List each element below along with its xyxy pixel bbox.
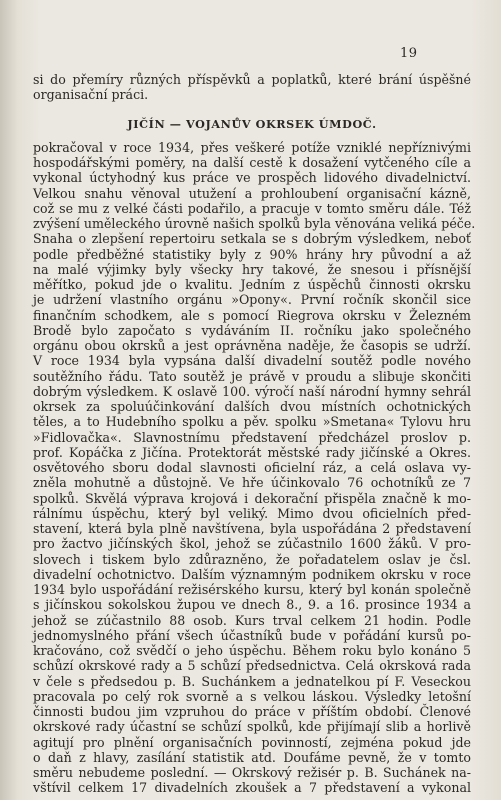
text-line: kračováno, což svědčí o jeho úspěchu. Během roku bylo konáno 5 xyxy=(33,643,471,658)
text-line: měřítko, pokud jde o kvalitu. Jedním z úspěchů činnosti okrsku xyxy=(33,277,471,292)
text-line: »Fidlovačka«. Slavnostnímu představení předcházel proslov p. xyxy=(33,429,471,445)
text-line: agitují pro plnění organisačních povinností, zejména pokud jde xyxy=(33,734,471,750)
text-line: směru nebudeme poslední. — Okrskový režisér p. B. Suchánek na- xyxy=(33,765,471,780)
text-line: okrskové rady účastní se schůzí spolků, kde přijímají slib a horlivě xyxy=(33,719,471,735)
text-line: jednomyslného přání všech účastníků bude v pořádání kursů po- xyxy=(33,627,471,643)
text-line: spolků. Skvělá výprava krojová i dekorační přispěla značně k mo- xyxy=(33,490,471,506)
text-line: organisační práci. xyxy=(33,87,149,103)
text-line: slovech i tiskem bylo zdůrazněno, že pořadatelem oslav je čsl. xyxy=(33,551,471,567)
text-line: zněla mohutně a důstojně. Ve hře účinkovalo 76 ochotníků ze 7 xyxy=(33,475,471,491)
text-line: orgánu obou okrsků a jest oprávněna naděje, že časopis se udrží. xyxy=(33,338,471,353)
text-line: finančním schodkem, ale s pomocí Riegrova okrsku v Železném xyxy=(33,307,471,323)
intro-paragraph xyxy=(33,72,471,103)
text-line: si do přemíry různých příspěvků a poplatků, které brání úspěšné xyxy=(33,72,471,87)
text-line: pro žactvo jičínských škol, jehož se zúčastnilo 1600 žáků. V pro- xyxy=(33,536,471,552)
text-line: což se mu z velké části podařilo, a pracuje v tomto směru dále. Též xyxy=(33,200,471,216)
text-line: Brodě bylo započato s vydáváním II. ročníku jako společného xyxy=(33,322,471,338)
text-line: stavení, která byla plně navštívena, byla uspořádána 2 představení xyxy=(33,521,471,536)
text-line: je udržení vlastního orgánu »Opony«. První ročník skončil sice xyxy=(33,292,471,308)
text-line: jehož se zúčastnilo 88 osob. Kurs trval celkem 21 hodin. Podle xyxy=(33,612,471,628)
text-line: osvětového sboru dodal slavnosti oficielní ráz, a celá oslava vy- xyxy=(33,460,471,475)
text-line: o daň z hlavy, zasílání statistik atd. Doufáme pevně, že v tomto xyxy=(33,749,471,765)
text-line: na malé výjimky byly všecky hry takové, že snesou i přísnější xyxy=(33,261,471,277)
text-line: těles, a to Hudebního spolku a pěv. spolku »Smetana« Tylovu hru xyxy=(33,414,471,430)
text-line: vštívil celkem 17 divadelních zkoušek a 7 představení a vykonal xyxy=(33,780,471,796)
page-number: 19 xyxy=(400,46,418,61)
text-line: okrsek za spoluúčinkování dalších dvou místních ochotnických xyxy=(33,399,471,414)
text-line: zvýšení uměleckého úrovně našich spolků byla věnována veliká péče. xyxy=(33,216,476,231)
text-line: činnosti budou jim vzpruhou do práce v příštím období. Členové xyxy=(33,704,471,719)
text-line: hospodářskými poměry, na další cestě k dosažení vytčeného cíle a xyxy=(33,155,471,170)
text-line: 1934 bylo uspořádání režisérského kursu, který byl konán společně xyxy=(33,582,471,597)
text-line: soutěžního řádu. Tato soutěž je právě v proudu a slibuje skončiti xyxy=(33,368,471,384)
text-line: v čele s předsedou p. B. Suchánkem a jednatelkou pí F. Veseckou xyxy=(33,673,471,689)
text-line: vykonal úctyhodný kus práce ve prospěch lidového divadelnictví. xyxy=(33,170,471,186)
text-line: rálnímu úspěchu, který byl veliký. Mimo dvou oficielních před- xyxy=(33,505,471,521)
text-line: podle předběžné statistiky byly z 90% hrány hry původní a až xyxy=(33,246,471,262)
text-column xyxy=(33,72,476,796)
text-line: Snaha o zlepšení repertoiru setkala se s dobrým výsledkem, neboť xyxy=(33,231,471,247)
text-line: Velkou snahu věnoval utužení a prohloubení organisační kázně, xyxy=(33,185,471,201)
body-paragraph xyxy=(33,139,476,796)
text-line: divadelní ochotnictvo. Dalším významným podnikem okrsku v roce xyxy=(33,566,471,582)
section-heading: JIČÍN — VOJANŮV OKRSEK ÚMDOČ. xyxy=(127,116,377,131)
text-line: V roce 1934 byla vypsána další divadelní soutěž podle nového xyxy=(33,353,471,369)
text-line: pracovala po celý rok svorně a s velkou láskou. Výsledky letošní xyxy=(33,688,471,704)
text-line: schůzí okrskové rady a 5 schůzí předsednictva. Celá okrsková rada xyxy=(33,658,471,674)
text-line: s jičínskou sokolskou župou ve dnech 8., 9. a 16. prosince 1934 a xyxy=(33,597,471,613)
text-line: dobrým výsledkem. K oslavě 100. výročí naší národní hymny sehrál xyxy=(33,383,471,399)
text-line: prof. Kopáčka z Jičína. Protektorát městské rady jičínské a Okres. xyxy=(33,444,471,460)
text-line: pokračoval v roce 1934, přes veškeré potíže vzniklé nepříznivými xyxy=(33,139,471,155)
